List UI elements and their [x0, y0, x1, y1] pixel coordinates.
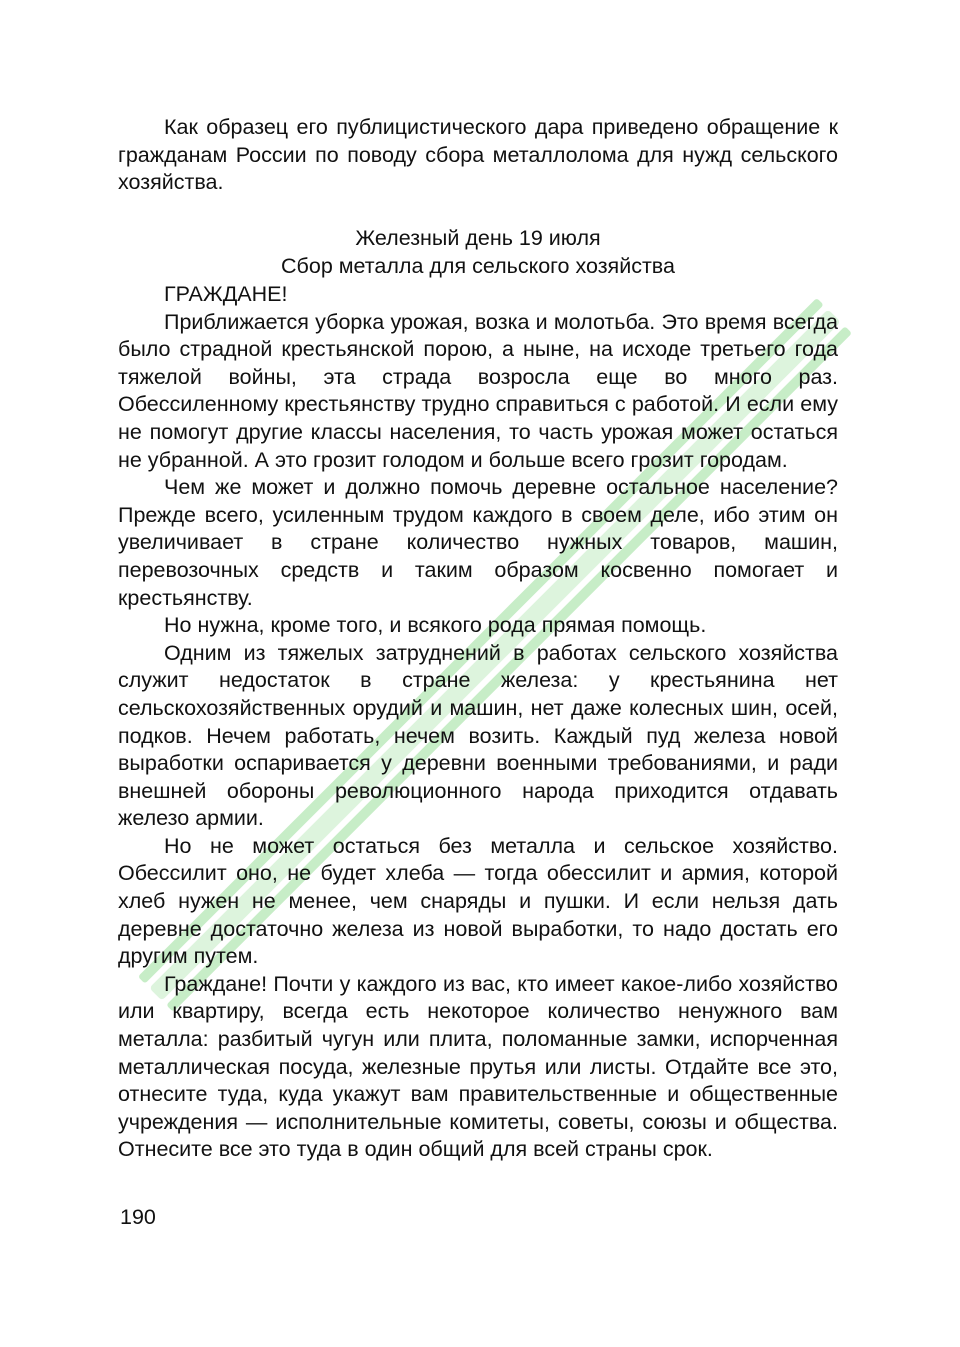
body-paragraph: Но не может остаться без металла и сельское хозяйство. Обессилит оно, не будет хлеба — тогда обессилит и армия, которой хлеб нужен не менее, чем снаряды и пушки. И если нельзя дать деревне достаточно железа из новой выработки, то надо достать его другим путем. [118, 833, 838, 969]
intro-paragraph: Как образец его публицистического дара приведено обращение к гражданам России по поводу сбора металлолома для нужд сельского хозяйства. [118, 115, 838, 195]
body-paragraph: Граждане! Почти у каждого из вас, кто имеет какое-либо хозяйство или квартиру, всегда есть некоторое количество ненужного вам металла: разбитый чугун или плита, поломанные замки, испорченная металлическая посуда, железные прутья или листы. Отдайте все это, отнесите туда, куда укажут вам правительственные и общественные учреждения — исполнительные комитеты, советы, союзы и общества. Отнесите все это туда в один общий для всей страны срок. [118, 971, 838, 1162]
intro-block [118, 114, 838, 197]
body-text [118, 281, 838, 1164]
body-paragraph: Чем же может и должно помочь деревне остальное население? Прежде всего, усиленным трудом каждого в своем деле, ибо этим он увеличивает в стране количество нужных товаров, машин, перевозочных средств и таким образом косвенно помогает и крестьянству. [118, 475, 838, 610]
page-number: 190 [120, 1205, 156, 1229]
heading-subtitle: Сбор металла для сельского хозяйства [281, 254, 675, 278]
body-paragraph: Приближается уборка урожая, возка и молотьба. Это время всегда было страдной крестьянской порою, а ныне, на исходе третьего года тяжелой войны, эта страда возросла еще во много раз. Обессиленному крестьянству трудно справиться с работой. И если ему не помогут другие классы населения, то часть урожая может остаться не убранной. А это грозит голодом и больше всего грозит городам. [118, 309, 838, 472]
heading-title: Железный день 19 июля [355, 226, 601, 250]
body-paragraph: Но нужна, кроме того, и всякого рода прямая помощь. [164, 613, 707, 638]
appeal-salutation: ГРАЖДАНЕ! [164, 282, 288, 306]
body-paragraph: Одним из тяжелых затруднений в работах сельского хозяйства служит недостаток в стране железа: у крестьянина нет сельскохозяйственных орудий и машин, нет даже колесных шин, осей, подков. Нечем работать, нечем возить. Каждый пуд железа новой выработки оспаривается у деревни военными требованиями, и ради внешней обороны революционного народа приходится отдавать железо армии. [118, 640, 838, 831]
